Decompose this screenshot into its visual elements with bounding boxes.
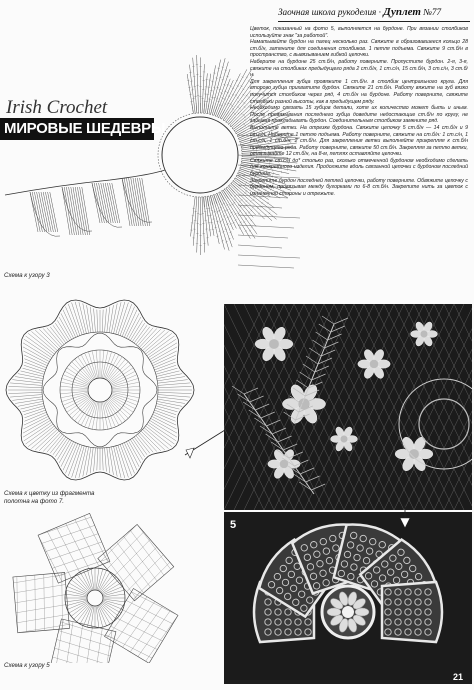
lace-photo-fragment <box>224 304 472 510</box>
caption-scheme-flower-2: полотна на фото 7. <box>4 498 65 505</box>
instructions-paragraph: Для закрепления зубца провяжите 1 ст.б/н. в столбик центрального круга. Для второго зубца прихватите бурдон. Свяжите 21 ст.б/н. Работу вяжите на зуб вязко получится столбиков через ряд, 4 ст.б/н на бурдоне. Работу поверните, свяжите столбики разной высоты, как в предыдущем ряду. <box>250 78 468 105</box>
header-issue: №77 <box>423 7 442 17</box>
instructions-paragraph: Закрепите бурдон последней петлей цепочки, работу поверните. Обвяжите цепочку с бурдоном, провязывая между бугорками по 6-8 ст.б/н. Закрепите нить за цветок с изнаночной стороны и отрежьте. <box>250 177 468 197</box>
instructions-paragraph: Наматывайте бурдон на палец несколько раз. Свяжите в образовавшееся кольцо 28 ст.б/н, затяните для соединения столбиков. 1 петля подъема. Свяжите 9 ст.б/н в пространство, с вывязыванием гибкой цепочки. <box>250 39 468 59</box>
header-school: Заочная школа рукоделия <box>278 7 377 17</box>
flower-photo-artwork <box>224 512 472 684</box>
running-header: Заочная школа рукоделия · Дуплет №77 <box>278 6 442 18</box>
instructions-paragraph: Наберите на бурдоне 25 ст.б/н, работу поверните. Пропустите бурдон. 2-я, 3-я, свяжите на столбиках предыдущего ряда 2 ст.б/н, 1 ст.с/н, 15 ст.б/н, 3 ст.с/н, 3 ст.б/н. <box>250 58 468 79</box>
instructions-paragraph: Свяжите ст.с/н до* столько раз, сколько отмеченной бурдоном необходимо сделать для конкретного изделия. Продолжите вдоль связанной цепочки с бурдоном последний бурдона. <box>250 157 468 178</box>
section-title-english: Irish Crochet <box>6 97 108 118</box>
caption-scheme-3: Схема к узору 3 <box>4 272 50 279</box>
header-brand: Дуплет <box>383 6 421 18</box>
caption-scheme-5: Схема к узору 5 <box>4 662 50 669</box>
lace-photo-artwork <box>224 304 472 510</box>
photo-number-5: 5 <box>230 519 237 531</box>
caption-scheme-flower: Схема к цветку из фрагмента <box>4 490 95 497</box>
page-number: 21 <box>453 672 464 682</box>
section-title-russian: МИРОВЫЕ ШЕДЕВРЫ <box>0 118 154 140</box>
instructions-paragraph: Цветок, показанный на фото 5, выполняется на бурдоне. При вязании столбиков используйте знак "за работой". <box>250 26 468 39</box>
instructions-text <box>250 26 468 326</box>
instructions-paragraph: Необходимо связать 15 зубцов детали, хотя их количество может быть и иным. После провязывания последнего зубца доведите недостающие ст.б/н по кругу, не забывая прокладывать бурдон. Соединительным столбиком замкните ряд. <box>250 105 468 125</box>
flower-photo-5 <box>224 512 472 684</box>
crochet-diagram-flower-bottom <box>0 503 230 663</box>
instructions-paragraph: Выполните ветки. На отрезке бурдона. Свяжите цепочку 5 ст.б/н — 14 ст.б/н и 9 ст.с/н. Наберите 1 петлю подъема. Работу поверните, свяжите на ст.б/н: 1 ст.с/н, 1 ст.с/н, 1 ст.б/н, 2 ст.б/н. Для закрепления ветки выполняйте прикрепляя к ст.б/н предыдущего ряда. Работу поверните, свяжите 50 ст.б/н. Закрепляя за петлю ветки, отвязывайте 12 ст.б/н, на 8-м, петлях оставляйте цепочки. <box>250 124 468 158</box>
crochet-diagram-round-motif <box>0 290 240 490</box>
